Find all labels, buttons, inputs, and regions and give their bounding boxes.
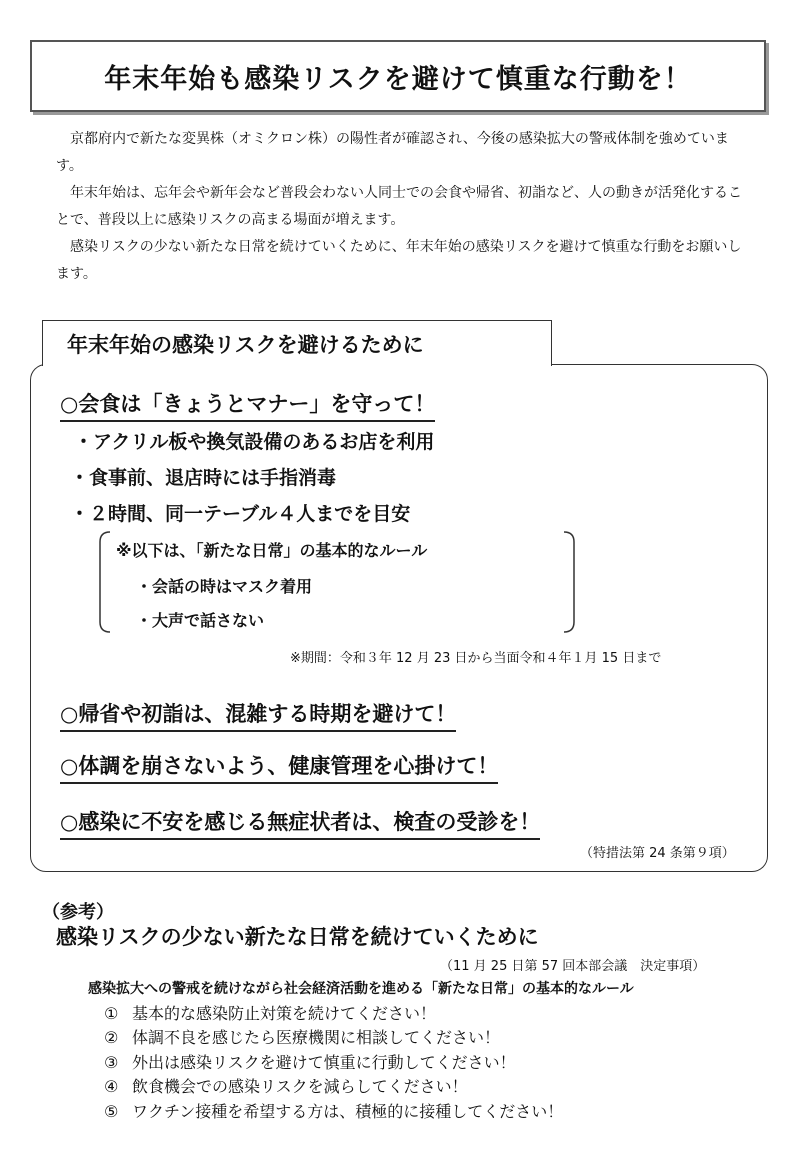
- health-heading: ○体調を崩さないよう、健康管理を心掛けて！: [60, 750, 498, 784]
- item-number: ③: [104, 1052, 119, 1072]
- list-item: [104, 1002, 563, 1026]
- basic-rule-item: ・大声で話さない: [136, 611, 265, 630]
- reference-date: （11 月 25 日第 57 回本部会議 決定事項）: [440, 959, 706, 974]
- list-item: [104, 1026, 563, 1050]
- dining-bullet: ・２時間、同一テーブル４人までを目安: [70, 503, 411, 525]
- list-item: [104, 1100, 563, 1124]
- item-text: 外出は感染リスクを避けて慎重に行動してください！: [132, 1052, 516, 1072]
- reference-label: （参考）: [42, 902, 114, 923]
- reference-subtitle: 感染拡大への警戒を続けながら社会経済活動を進める「新たな日常」の基本的なルール: [88, 981, 634, 997]
- item-number: ⑤: [104, 1101, 119, 1121]
- intro-paragraph: 年末年始は、忘年会や新年会など普段会わない人同士での会食や帰省、初詣など、人の動きが活発化することで、普段以上に感染リスクの高まる場面が増えます。: [56, 185, 742, 228]
- reference-title: 感染リスクの少ない新たな日常を続けていくために: [56, 925, 539, 949]
- item-text: ワクチン接種を希望する方は、積極的に接種してください！: [132, 1101, 564, 1121]
- testing-heading: ○感染に不安を感じる無症状者は、検査の受診を！: [60, 806, 540, 840]
- item-number: ①: [104, 1004, 119, 1023]
- intro-paragraph: 京都府内で新たな変異株（オミクロン株）の陽性者が確認され、今後の感染拡大の警戒体制を強めています。: [56, 131, 729, 174]
- page-title: 年末年始も感染リスクを避けて慎重な行動を！: [104, 63, 692, 95]
- travel-heading: ○帰省や初詣は、混雑する時期を避けて！: [60, 698, 456, 732]
- item-text: 体調不良を感じたら医療機関に相談してください！: [132, 1028, 501, 1048]
- item-text: 基本的な感染防止対策を続けてください！: [132, 1004, 437, 1023]
- period-note: ※期間：令和３年 12 月 23 日から当面令和４年１月 15 日まで: [290, 651, 662, 666]
- basic-rule-item: ・会話の時はマスク着用: [136, 577, 313, 596]
- law-note: （特措法第 24 条第９項）: [580, 846, 735, 861]
- reference-list: [104, 1002, 563, 1124]
- dining-heading: ○会食は「きょうとマナー」を守って！: [60, 388, 435, 422]
- intro-paragraph: 感染リスクの少ない新たな日常を続けていくために、年末年始の感染リスクを避けて慎重な行動をお願いします。: [56, 239, 742, 282]
- title-box: [30, 40, 766, 112]
- section-heading-text: 年末年始の感染リスクを避けるために: [67, 332, 424, 357]
- intro-text: [56, 126, 746, 288]
- item-number: ②: [104, 1028, 119, 1048]
- section-heading: [42, 320, 552, 366]
- list-item: [104, 1051, 563, 1075]
- basic-rules-title: ※以下は、「新たな日常」の基本的なルール: [116, 541, 428, 560]
- item-text: 飲食機会での感染リスクを減らしてください！: [132, 1077, 468, 1097]
- item-number: ④: [104, 1077, 119, 1097]
- dining-bullet: ・アクリル板や換気設備のあるお店を利用: [74, 431, 435, 453]
- list-item: [104, 1075, 563, 1099]
- dining-bullet: ・食事前、退店時には手指消毒: [70, 467, 337, 489]
